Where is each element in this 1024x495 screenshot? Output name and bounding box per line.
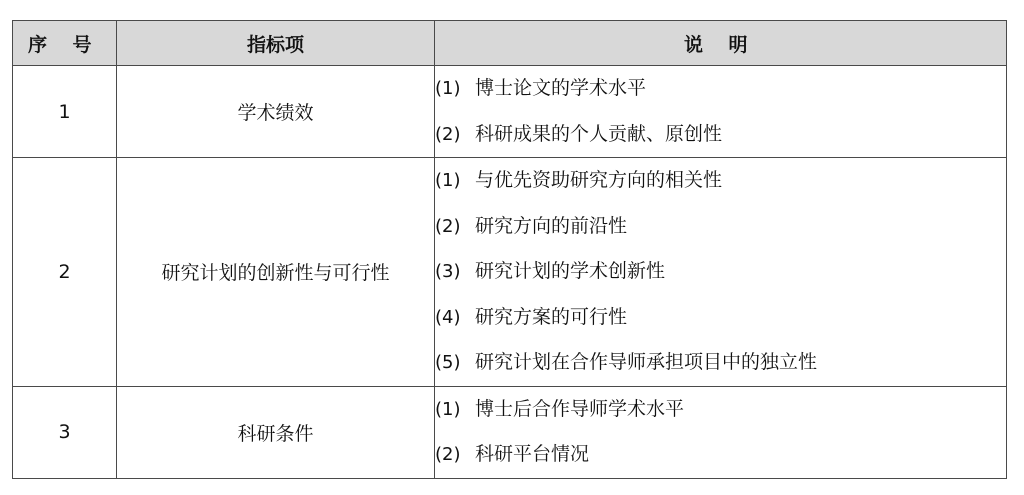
row-description xyxy=(435,66,1007,158)
item-number: (1) xyxy=(435,398,461,420)
item-text: 科研平台情况 xyxy=(475,443,590,465)
item-text: 研究计划的学术创新性 xyxy=(475,260,666,282)
criteria-table xyxy=(12,20,1007,479)
item-text: 研究计划在合作导师承担项目中的独立性 xyxy=(475,351,818,373)
description-item xyxy=(435,249,1006,295)
row-seq: 2 xyxy=(13,158,117,387)
description-item xyxy=(435,340,1006,386)
item-number: (2) xyxy=(435,123,461,145)
item-number: (1) xyxy=(435,78,461,99)
description-item xyxy=(435,112,1006,158)
header-indicator: 指标项 xyxy=(117,21,435,66)
table-row xyxy=(13,66,1007,158)
item-number: (4) xyxy=(435,306,461,328)
item-number: (3) xyxy=(435,261,461,282)
row-seq: 1 xyxy=(13,66,117,158)
header-description: 说 明 xyxy=(435,21,1007,66)
item-text: 科研成果的个人贡献、原创性 xyxy=(475,122,723,145)
row-indicator: 科研条件 xyxy=(117,386,435,478)
table-header-row xyxy=(13,21,1007,66)
item-number: (2) xyxy=(435,444,461,465)
table-row xyxy=(13,158,1007,387)
description-item xyxy=(435,295,1006,341)
item-text: 与优先资助研究方向的相关性 xyxy=(475,169,723,191)
description-item xyxy=(435,432,1006,478)
row-indicator: 学术绩效 xyxy=(117,66,435,158)
table-row xyxy=(13,386,1007,478)
item-text: 研究方案的可行性 xyxy=(475,305,628,328)
row-description xyxy=(435,386,1007,478)
item-number: (5) xyxy=(435,352,461,373)
description-item xyxy=(435,158,1006,204)
header-seq: 序 号 xyxy=(13,21,117,66)
description-item xyxy=(435,387,1006,433)
description-item xyxy=(435,204,1006,250)
item-text: 博士后合作导师学术水平 xyxy=(475,397,685,420)
item-text: 博士论文的学术水平 xyxy=(475,77,647,99)
description-item xyxy=(435,66,1006,112)
row-indicator: 研究计划的创新性与可行性 xyxy=(117,158,435,387)
item-text: 研究方向的前沿性 xyxy=(475,214,628,237)
row-seq: 3 xyxy=(13,386,117,478)
item-number: (1) xyxy=(435,170,461,191)
item-number: (2) xyxy=(435,215,461,237)
row-description xyxy=(435,158,1007,387)
